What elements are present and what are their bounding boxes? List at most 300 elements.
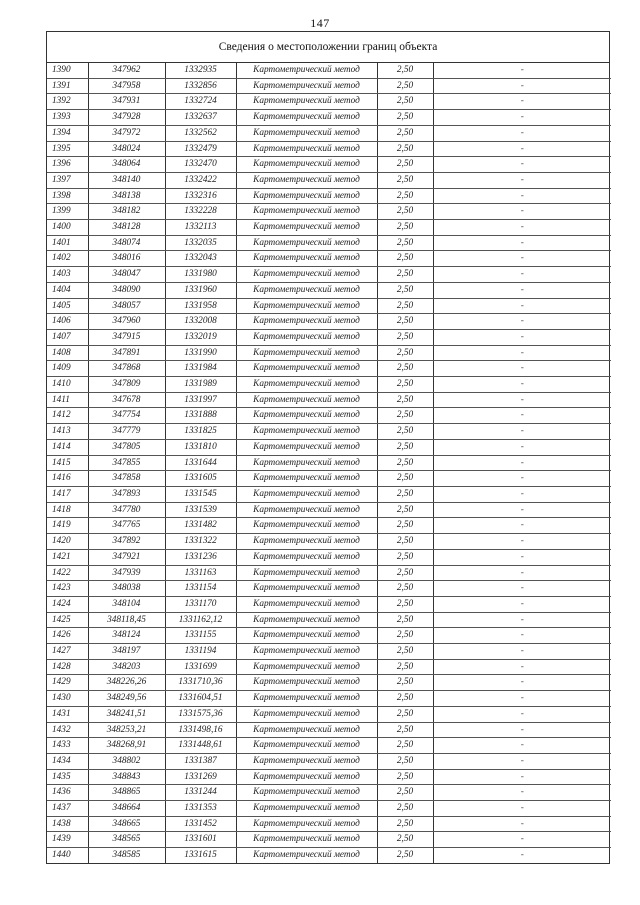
x-coordinate-cell: 348249,56	[88, 691, 165, 707]
note-cell: -	[433, 439, 611, 455]
x-coordinate-cell: 347962	[88, 63, 165, 78]
x-coordinate-cell: 348024	[88, 141, 165, 157]
point-number-cell: 1418	[47, 502, 88, 518]
table-row	[47, 314, 611, 330]
accuracy-cell: 2,50	[377, 235, 433, 251]
note-cell: -	[433, 518, 611, 534]
method-cell: Картометрический метод	[236, 408, 377, 424]
y-coordinate-cell: 1331601	[165, 832, 236, 848]
point-number-cell: 1402	[47, 251, 88, 267]
point-number-cell: 1424	[47, 596, 88, 612]
accuracy-cell: 2,50	[377, 691, 433, 707]
note-cell: -	[433, 392, 611, 408]
x-coordinate-cell: 348128	[88, 220, 165, 236]
table-row	[47, 220, 611, 236]
accuracy-cell: 2,50	[377, 848, 433, 863]
point-number-cell: 1428	[47, 659, 88, 675]
method-cell: Картометрический метод	[236, 220, 377, 236]
note-cell: -	[433, 220, 611, 236]
table-row	[47, 801, 611, 817]
accuracy-cell: 2,50	[377, 345, 433, 361]
accuracy-cell: 2,50	[377, 267, 433, 283]
table-row	[47, 251, 611, 267]
method-cell: Картометрический метод	[236, 691, 377, 707]
y-coordinate-cell: 1332724	[165, 94, 236, 110]
accuracy-cell: 2,50	[377, 63, 433, 78]
coordinates-table	[47, 63, 611, 863]
table-row	[47, 612, 611, 628]
table-row	[47, 377, 611, 393]
accuracy-cell: 2,50	[377, 596, 433, 612]
note-cell: -	[433, 141, 611, 157]
note-cell: -	[433, 125, 611, 141]
x-coordinate-cell: 347858	[88, 471, 165, 487]
accuracy-cell: 2,50	[377, 439, 433, 455]
method-cell: Картометрический метод	[236, 329, 377, 345]
x-coordinate-cell: 348118,45	[88, 612, 165, 628]
note-cell: -	[433, 329, 611, 345]
table-row	[47, 675, 611, 691]
accuracy-cell: 2,50	[377, 392, 433, 408]
accuracy-cell: 2,50	[377, 125, 433, 141]
method-cell: Картометрический метод	[236, 581, 377, 597]
x-coordinate-cell: 347958	[88, 78, 165, 94]
method-cell: Картометрический метод	[236, 439, 377, 455]
y-coordinate-cell: 1331989	[165, 377, 236, 393]
accuracy-cell: 2,50	[377, 377, 433, 393]
y-coordinate-cell: 1332470	[165, 157, 236, 173]
y-coordinate-cell: 1331644	[165, 455, 236, 471]
method-cell: Картометрический метод	[236, 188, 377, 204]
point-number-cell: 1404	[47, 282, 88, 298]
x-coordinate-cell: 347780	[88, 502, 165, 518]
note-cell: -	[433, 172, 611, 188]
x-coordinate-cell: 347960	[88, 314, 165, 330]
method-cell: Картометрический метод	[236, 455, 377, 471]
y-coordinate-cell: 1331353	[165, 801, 236, 817]
note-cell: -	[433, 486, 611, 502]
x-coordinate-cell: 348104	[88, 596, 165, 612]
method-cell: Картометрический метод	[236, 502, 377, 518]
method-cell: Картометрический метод	[236, 769, 377, 785]
y-coordinate-cell: 1332113	[165, 220, 236, 236]
note-cell: -	[433, 267, 611, 283]
table-row	[47, 769, 611, 785]
method-cell: Картометрический метод	[236, 565, 377, 581]
y-coordinate-cell: 1331269	[165, 769, 236, 785]
point-number-cell: 1439	[47, 832, 88, 848]
y-coordinate-cell: 1331154	[165, 581, 236, 597]
method-cell: Картометрический метод	[236, 157, 377, 173]
accuracy-cell: 2,50	[377, 534, 433, 550]
y-coordinate-cell: 1332043	[165, 251, 236, 267]
table-row	[47, 753, 611, 769]
note-cell: -	[433, 78, 611, 94]
y-coordinate-cell: 1331322	[165, 534, 236, 550]
table-row	[47, 722, 611, 738]
table-row	[47, 408, 611, 424]
table-row	[47, 141, 611, 157]
point-number-cell: 1434	[47, 753, 88, 769]
method-cell: Картометрический метод	[236, 753, 377, 769]
point-number-cell: 1398	[47, 188, 88, 204]
point-number-cell: 1437	[47, 801, 88, 817]
note-cell: -	[433, 612, 611, 628]
accuracy-cell: 2,50	[377, 738, 433, 754]
table-row	[47, 329, 611, 345]
note-cell: -	[433, 691, 611, 707]
accuracy-cell: 2,50	[377, 188, 433, 204]
accuracy-cell: 2,50	[377, 502, 433, 518]
x-coordinate-cell: 348664	[88, 801, 165, 817]
x-coordinate-cell: 348197	[88, 644, 165, 660]
accuracy-cell: 2,50	[377, 612, 433, 628]
method-cell: Картометрический метод	[236, 549, 377, 565]
method-cell: Картометрический метод	[236, 848, 377, 863]
accuracy-cell: 2,50	[377, 424, 433, 440]
table-row	[47, 204, 611, 220]
x-coordinate-cell: 347939	[88, 565, 165, 581]
x-coordinate-cell: 348038	[88, 581, 165, 597]
x-coordinate-cell: 347915	[88, 329, 165, 345]
x-coordinate-cell: 347891	[88, 345, 165, 361]
point-number-cell: 1438	[47, 816, 88, 832]
point-number-cell: 1419	[47, 518, 88, 534]
x-coordinate-cell: 347928	[88, 110, 165, 126]
table-row	[47, 565, 611, 581]
method-cell: Картометрический метод	[236, 314, 377, 330]
note-cell: -	[433, 675, 611, 691]
y-coordinate-cell: 1332316	[165, 188, 236, 204]
table-row	[47, 738, 611, 754]
y-coordinate-cell: 1331155	[165, 628, 236, 644]
accuracy-cell: 2,50	[377, 659, 433, 675]
y-coordinate-cell: 1332228	[165, 204, 236, 220]
table-row	[47, 518, 611, 534]
point-number-cell: 1416	[47, 471, 88, 487]
table-row	[47, 848, 611, 863]
x-coordinate-cell: 348124	[88, 628, 165, 644]
table-row	[47, 659, 611, 675]
note-cell: -	[433, 549, 611, 565]
point-number-cell: 1403	[47, 267, 88, 283]
accuracy-cell: 2,50	[377, 329, 433, 345]
y-coordinate-cell: 1331990	[165, 345, 236, 361]
accuracy-cell: 2,50	[377, 753, 433, 769]
note-cell: -	[433, 424, 611, 440]
method-cell: Картометрический метод	[236, 282, 377, 298]
note-cell: -	[433, 235, 611, 251]
point-number-cell: 1426	[47, 628, 88, 644]
note-cell: -	[433, 455, 611, 471]
accuracy-cell: 2,50	[377, 565, 433, 581]
note-cell: -	[433, 314, 611, 330]
note-cell: -	[433, 581, 611, 597]
point-number-cell: 1396	[47, 157, 88, 173]
note-cell: -	[433, 628, 611, 644]
method-cell: Картометрический метод	[236, 675, 377, 691]
point-number-cell: 1430	[47, 691, 88, 707]
note-cell: -	[433, 565, 611, 581]
x-coordinate-cell: 348057	[88, 298, 165, 314]
point-number-cell: 1407	[47, 329, 88, 345]
y-coordinate-cell: 1331452	[165, 816, 236, 832]
x-coordinate-cell: 348064	[88, 157, 165, 173]
point-number-cell: 1411	[47, 392, 88, 408]
y-coordinate-cell: 1331888	[165, 408, 236, 424]
method-cell: Картометрический метод	[236, 392, 377, 408]
table-row	[47, 486, 611, 502]
x-coordinate-cell: 348047	[88, 267, 165, 283]
accuracy-cell: 2,50	[377, 110, 433, 126]
note-cell: -	[433, 722, 611, 738]
note-cell: -	[433, 769, 611, 785]
note-cell: -	[433, 298, 611, 314]
table-row	[47, 581, 611, 597]
x-coordinate-cell: 348226,26	[88, 675, 165, 691]
x-coordinate-cell: 348138	[88, 188, 165, 204]
accuracy-cell: 2,50	[377, 361, 433, 377]
x-coordinate-cell: 347931	[88, 94, 165, 110]
x-coordinate-cell: 348140	[88, 172, 165, 188]
accuracy-cell: 2,50	[377, 471, 433, 487]
accuracy-cell: 2,50	[377, 408, 433, 424]
accuracy-cell: 2,50	[377, 141, 433, 157]
note-cell: -	[433, 408, 611, 424]
accuracy-cell: 2,50	[377, 644, 433, 660]
x-coordinate-cell: 347754	[88, 408, 165, 424]
y-coordinate-cell: 1331997	[165, 392, 236, 408]
y-coordinate-cell: 1331539	[165, 502, 236, 518]
point-number-cell: 1405	[47, 298, 88, 314]
point-number-cell: 1406	[47, 314, 88, 330]
x-coordinate-cell: 348565	[88, 832, 165, 848]
method-cell: Картометрический метод	[236, 110, 377, 126]
accuracy-cell: 2,50	[377, 251, 433, 267]
x-coordinate-cell: 348203	[88, 659, 165, 675]
method-cell: Картометрический метод	[236, 486, 377, 502]
x-coordinate-cell: 347678	[88, 392, 165, 408]
y-coordinate-cell: 1331244	[165, 785, 236, 801]
method-cell: Картометрический метод	[236, 659, 377, 675]
y-coordinate-cell: 1332935	[165, 63, 236, 78]
x-coordinate-cell: 348241,51	[88, 706, 165, 722]
x-coordinate-cell: 348585	[88, 848, 165, 863]
point-number-cell: 1423	[47, 581, 88, 597]
accuracy-cell: 2,50	[377, 581, 433, 597]
x-coordinate-cell: 348865	[88, 785, 165, 801]
table-row	[47, 110, 611, 126]
y-coordinate-cell: 1331810	[165, 439, 236, 455]
point-number-cell: 1417	[47, 486, 88, 502]
y-coordinate-cell: 1332479	[165, 141, 236, 157]
accuracy-cell: 2,50	[377, 769, 433, 785]
y-coordinate-cell: 1332422	[165, 172, 236, 188]
table-row	[47, 816, 611, 832]
point-number-cell: 1409	[47, 361, 88, 377]
accuracy-cell: 2,50	[377, 675, 433, 691]
table-row	[47, 298, 611, 314]
method-cell: Картометрический метод	[236, 361, 377, 377]
method-cell: Картометрический метод	[236, 644, 377, 660]
note-cell: -	[433, 502, 611, 518]
method-cell: Картометрический метод	[236, 738, 377, 754]
y-coordinate-cell: 1332856	[165, 78, 236, 94]
point-number-cell: 1431	[47, 706, 88, 722]
table-row	[47, 534, 611, 550]
point-number-cell: 1429	[47, 675, 88, 691]
point-number-cell: 1420	[47, 534, 88, 550]
note-cell: -	[433, 659, 611, 675]
note-cell: -	[433, 738, 611, 754]
point-number-cell: 1433	[47, 738, 88, 754]
accuracy-cell: 2,50	[377, 282, 433, 298]
accuracy-cell: 2,50	[377, 628, 433, 644]
accuracy-cell: 2,50	[377, 314, 433, 330]
y-coordinate-cell: 1331710,36	[165, 675, 236, 691]
y-coordinate-cell: 1331984	[165, 361, 236, 377]
x-coordinate-cell: 347893	[88, 486, 165, 502]
method-cell: Картометрический метод	[236, 596, 377, 612]
x-coordinate-cell: 347779	[88, 424, 165, 440]
y-coordinate-cell: 1331605	[165, 471, 236, 487]
point-number-cell: 1414	[47, 439, 88, 455]
method-cell: Картометрический метод	[236, 345, 377, 361]
table-row	[47, 628, 611, 644]
accuracy-cell: 2,50	[377, 706, 433, 722]
point-number-cell: 1412	[47, 408, 88, 424]
method-cell: Картометрический метод	[236, 63, 377, 78]
method-cell: Картометрический метод	[236, 251, 377, 267]
method-cell: Картометрический метод	[236, 377, 377, 393]
y-coordinate-cell: 1332562	[165, 125, 236, 141]
accuracy-cell: 2,50	[377, 518, 433, 534]
point-number-cell: 1421	[47, 549, 88, 565]
y-coordinate-cell: 1331236	[165, 549, 236, 565]
point-number-cell: 1410	[47, 377, 88, 393]
point-number-cell: 1393	[47, 110, 88, 126]
y-coordinate-cell: 1331615	[165, 848, 236, 863]
table-title: Сведения о местоположении границ объекта	[47, 32, 609, 63]
table-row	[47, 706, 611, 722]
point-number-cell: 1401	[47, 235, 88, 251]
x-coordinate-cell: 348074	[88, 235, 165, 251]
x-coordinate-cell: 348090	[88, 282, 165, 298]
method-cell: Картометрический метод	[236, 298, 377, 314]
table-row	[47, 78, 611, 94]
x-coordinate-cell: 347921	[88, 549, 165, 565]
note-cell: -	[433, 251, 611, 267]
method-cell: Картометрический метод	[236, 235, 377, 251]
x-coordinate-cell: 347805	[88, 439, 165, 455]
accuracy-cell: 2,50	[377, 816, 433, 832]
method-cell: Картометрический метод	[236, 424, 377, 440]
point-number-cell: 1413	[47, 424, 88, 440]
point-number-cell: 1440	[47, 848, 88, 863]
accuracy-cell: 2,50	[377, 549, 433, 565]
point-number-cell: 1391	[47, 78, 88, 94]
table-row	[47, 125, 611, 141]
table-row	[47, 549, 611, 565]
table-row	[47, 691, 611, 707]
point-number-cell: 1397	[47, 172, 88, 188]
point-number-cell: 1435	[47, 769, 88, 785]
point-number-cell: 1390	[47, 63, 88, 78]
table-row	[47, 439, 611, 455]
y-coordinate-cell: 1331958	[165, 298, 236, 314]
point-number-cell: 1436	[47, 785, 88, 801]
y-coordinate-cell: 1332019	[165, 329, 236, 345]
table-row	[47, 235, 611, 251]
method-cell: Картометрический метод	[236, 816, 377, 832]
y-coordinate-cell: 1332008	[165, 314, 236, 330]
y-coordinate-cell: 1331545	[165, 486, 236, 502]
table-row	[47, 345, 611, 361]
accuracy-cell: 2,50	[377, 157, 433, 173]
x-coordinate-cell: 348016	[88, 251, 165, 267]
y-coordinate-cell: 1331575,36	[165, 706, 236, 722]
note-cell: -	[433, 204, 611, 220]
method-cell: Картометрический метод	[236, 94, 377, 110]
method-cell: Картометрический метод	[236, 534, 377, 550]
note-cell: -	[433, 188, 611, 204]
x-coordinate-cell: 347855	[88, 455, 165, 471]
table-row	[47, 644, 611, 660]
y-coordinate-cell: 1331448,61	[165, 738, 236, 754]
accuracy-cell: 2,50	[377, 722, 433, 738]
method-cell: Картометрический метод	[236, 801, 377, 817]
method-cell: Картометрический метод	[236, 125, 377, 141]
method-cell: Картометрический метод	[236, 832, 377, 848]
point-number-cell: 1415	[47, 455, 88, 471]
y-coordinate-cell: 1331194	[165, 644, 236, 660]
method-cell: Картометрический метод	[236, 471, 377, 487]
note-cell: -	[433, 706, 611, 722]
table-row	[47, 471, 611, 487]
table-row	[47, 502, 611, 518]
point-number-cell: 1432	[47, 722, 88, 738]
table-row	[47, 172, 611, 188]
table-row	[47, 785, 611, 801]
note-cell: -	[520, 850, 524, 861]
note-cell: -	[433, 596, 611, 612]
y-coordinate-cell: 1331163	[165, 565, 236, 581]
note-cell: -	[433, 361, 611, 377]
note-cell: -	[433, 110, 611, 126]
method-cell: Картометрический метод	[236, 267, 377, 283]
method-cell: Картометрический метод	[236, 785, 377, 801]
accuracy-cell: 2,50	[377, 832, 433, 848]
accuracy-cell: 2,50	[377, 78, 433, 94]
page-number: 147	[310, 16, 330, 30]
x-coordinate-cell: 348665	[88, 816, 165, 832]
table-row	[47, 282, 611, 298]
accuracy-cell: 2,50	[377, 801, 433, 817]
method-cell: Картометрический метод	[236, 141, 377, 157]
x-coordinate-cell: 348802	[88, 753, 165, 769]
method-cell: Картометрический метод	[236, 518, 377, 534]
accuracy-cell: 2,50	[377, 486, 433, 502]
method-cell: Картометрический метод	[236, 706, 377, 722]
coordinates-table-sheet	[46, 31, 610, 864]
y-coordinate-cell: 1332637	[165, 110, 236, 126]
note-cell: -	[433, 816, 611, 832]
x-coordinate-cell: 348268,91	[88, 738, 165, 754]
note-cell: -	[433, 345, 611, 361]
x-coordinate-cell: 347809	[88, 377, 165, 393]
x-coordinate-cell: 348253,21	[88, 722, 165, 738]
note-cell: -	[433, 832, 611, 848]
